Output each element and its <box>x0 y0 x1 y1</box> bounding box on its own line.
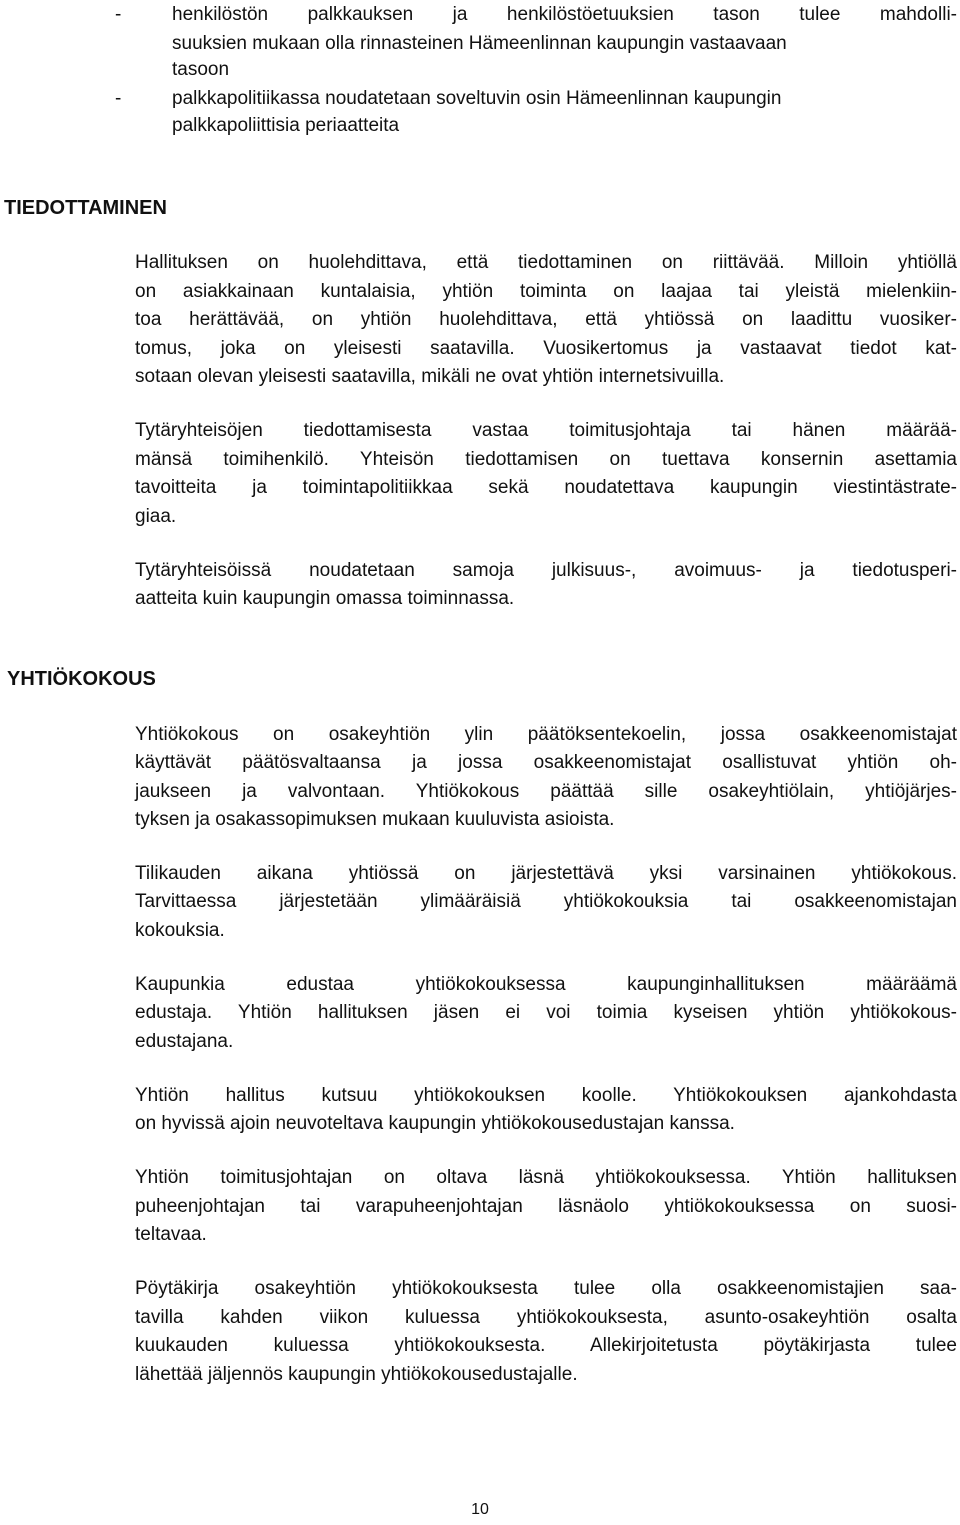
paragraph-line: Tarvittaessa järjestetään ylimääräisiä yhtiökokouksia tai osakkeenomistajan <box>135 891 957 912</box>
paragraph-line: mänsä toimihenkilö. Yhteisön tiedottamisen on tuettava konsernin asettamia <box>135 449 957 470</box>
paragraph-line: Tilikauden aikana yhtiössä on järjestettävä yksi varsinainen yhtiökokous. <box>135 863 957 884</box>
paragraph-line: tomus, joka on yleisesti saatavilla. Vuosikertomus ja vastaavat tiedot kat- <box>135 338 957 359</box>
paragraph-line: tavoitteita ja toimintapolitiikkaa sekä noudatettava kaupungin viestintästrate- <box>135 477 957 498</box>
paragraph-line: edustajana. <box>135 1031 234 1052</box>
page-number: 10 <box>471 1501 489 1518</box>
paragraph-line: Tytäryhteisöissä noudatetaan samoja julkisuus-, avoimuus- ja tiedotusperi- <box>135 560 957 581</box>
paragraph-line: käyttävät päätösvaltaansa ja jossa osakkeenomistajat osallistuvat yhtiön oh- <box>135 752 957 773</box>
bullet-dash: - <box>115 4 122 25</box>
paragraph-line: on asiakkainaan kuntalaisia, yhtiön toiminta on laajaa tai yleistä mielenkiin- <box>135 281 957 302</box>
paragraph-line: teltavaa. <box>135 1224 207 1245</box>
paragraph-line: on hyvissä ajoin neuvoteltava kaupungin yhtiökokousedustajan kanssa. <box>135 1113 735 1134</box>
bullet-2-line-2: palkkapoliittisia periaatteita <box>172 115 400 136</box>
section-heading-yhtiokokous: YHTIÖKOKOUS <box>7 668 156 690</box>
bullet-2-line-1: palkkapolitiikassa noudatetaan soveltuvin osin Hämeenlinnan kaupungin <box>172 88 782 109</box>
paragraph-line: lähettää jäljennös kaupungin yhtiökokousedustajalle. <box>135 1364 578 1385</box>
paragraph-line: Pöytäkirja osakeyhtiön yhtiökokouksesta tulee olla osakkeenomistajien saa- <box>135 1278 957 1299</box>
paragraph-line: Kaupunkia edustaa yhtiökokouksessa kaupunginhallituksen määräämä <box>135 974 957 995</box>
paragraph-line: Hallituksen on huolehdittava, että tiedottaminen on riittävää. Milloin yhtiöllä <box>135 252 957 273</box>
paragraph-line: Yhtiön hallitus kutsuu yhtiökokouksen koolle. Yhtiökokouksen ajankohdasta <box>135 1085 957 1106</box>
paragraph-line: Tytäryhteisöjen tiedottamisesta vastaa toimitusjohtaja tai hänen määrää- <box>135 420 957 441</box>
bullet-1-line-1: henkilöstön palkkauksen ja henkilöstöetuuksien tason tulee mahdolli- <box>172 4 957 25</box>
paragraph-line: sotaan olevan yleisesti saatavilla, mikäli ne ovat yhtiön internetsivuilla. <box>135 366 725 387</box>
paragraph-line: giaa. <box>135 506 177 527</box>
paragraph-line: tyksen ja osakassopimuksen mukaan kuuluvista asioista. <box>135 809 615 830</box>
paragraph-line: Yhtiön toimitusjohtajan on oltava läsnä yhtiökokouksessa. Yhtiön hallituksen <box>135 1167 957 1188</box>
paragraph-line: Yhtiökokous on osakeyhtiön ylin päätöksentekoelin, jossa osakkeenomistajat <box>135 724 957 745</box>
bullet-1-line-3: tasoon <box>172 59 230 80</box>
paragraph-line: kokouksia. <box>135 920 225 941</box>
paragraph-line: kuukauden kuluessa yhtiökokouksesta. Allekirjoitetusta pöytäkirjasta tulee <box>135 1335 957 1356</box>
paragraph-line: toa herättävää, on yhtiön huolehdittava, että yhtiössä on laadittu vuosiker- <box>135 309 957 330</box>
paragraph-line: jaukseen ja valvontaan. Yhtiökokous päättää sille osakeyhtiölain, yhtiöjärjes- <box>135 781 957 802</box>
section-heading-tiedottaminen: TIEDOTTAMINEN <box>4 197 167 219</box>
bullet-dash: - <box>115 88 122 109</box>
paragraph-line: aatteita kuin kaupungin omassa toiminnassa. <box>135 588 515 609</box>
paragraph-line: edustaja. Yhtiön hallituksen jäsen ei voi toimia kyseisen yhtiön yhtiökokous- <box>135 1002 957 1023</box>
paragraph-line: tavilla kahden viikon kuluessa yhtiökokouksesta, asunto-osakeyhtiön osalta <box>135 1307 957 1328</box>
bullet-1-line-2: suuksien mukaan olla rinnasteinen Hämeenlinnan kaupungin vastaavaan <box>172 33 787 54</box>
paragraph-line: puheenjohtajan tai varapuheenjohtajan läsnäolo yhtiökokouksessa on suosi- <box>135 1196 957 1217</box>
